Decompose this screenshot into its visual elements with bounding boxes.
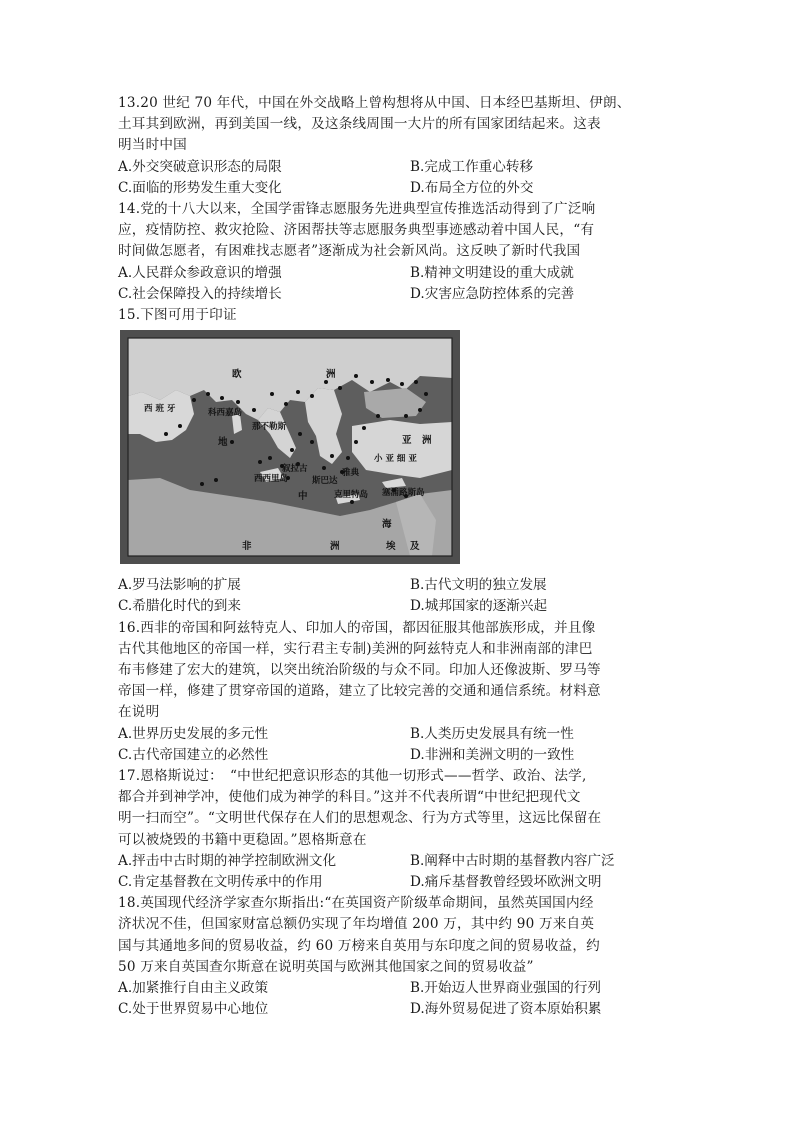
stem-line: 古代其他地区的帝国一样，实行君主专制)美洲的阿兹特克人和非洲南部的津巴 [118,640,593,657]
stem-line: 布韦修建了宏大的建筑，以突出统治阶级的与众不同。印加人还像波斯、罗马等 [118,662,601,679]
option-a[interactable]: A.世界历史发展的多元性 [118,725,269,742]
map-label-mediterranean: 中 [298,491,308,503]
question-13 [118,93,688,199]
option-b[interactable]: B.完成工作重心转移 [410,158,534,175]
option-c[interactable]: C.面临的形势发生重大变化 [118,179,282,196]
option-a[interactable]: A.外交突破意识形态的局限 [118,158,282,175]
map-label-syracuse: 叙拉古 [282,464,308,475]
stem-line: 18.英国现代经济学家查尔斯指出:“在英国资产阶级革命期间，虽然英国国内经 [118,895,594,912]
option-c[interactable]: C.希腊化时代的到来 [118,598,241,615]
map-label-egypt: 埃 [386,541,396,553]
map-label-corsica: 科西嘉岛 [208,408,243,419]
map-label-egypt: 及 [410,541,420,553]
map-label-sicily: 西西里岛 [254,474,289,485]
stem-line: 应，疫情防控、救灾抢险、济困帮扶等志愿服务典型事迹感动着中国人民，“有 [118,222,595,239]
option-d[interactable]: D.灾害应急防控体系的完善 [410,285,575,302]
option-a[interactable]: A.加紧推行自由主义政策 [118,980,269,997]
map-label-asia-minor: 小 亚 细 亚 [374,454,417,465]
stem-line: 土耳其到欧洲，再到美国一线，及这条线周围一大片的所有国家团结起来。这表 [118,116,601,133]
stem-line: 济状况不佳，但国家财富总额仍实现了年均增值 200 万，其中约 90 万来自英 [118,916,595,933]
mediterranean-map [120,330,460,564]
option-c[interactable]: C.处于世界贸易中心地位 [118,1001,269,1018]
exam-page [118,93,688,1021]
map-label-asia: 洲 [422,435,432,447]
question-14-options [118,263,688,305]
option-d[interactable]: D.布局全方位的外交 [410,179,534,196]
map-label-cyprus: 塞浦路斯岛 [382,488,425,499]
option-a[interactable]: A.罗马法影响的扩展 [118,577,241,594]
stem-line: 时间做怎愿者，有困难找志愿者”逐渐成为社会新风尚。这反映了新时代我国 [118,243,581,260]
option-d[interactable]: D.城邦国家的逐渐兴起 [410,598,548,615]
question-14-stem [118,199,688,263]
option-a[interactable]: A.人民群众参政意识的增强 [118,264,282,281]
map-label-africa: 洲 [330,541,340,553]
option-b[interactable]: B.开始迈人世界商业强国的行列 [410,980,602,997]
option-d[interactable]: D.非洲和美洲文明的一致性 [410,746,575,763]
option-c[interactable]: C.肯定基督教在文明传承中的作用 [118,874,323,891]
question-16-options [118,724,688,766]
question-15-stem [118,305,688,326]
stem-line: 帝国一样，修建了贯穿帝国的道路，建立了比较完善的交通和通信系统。材料意 [118,683,601,700]
stem-line: 17.恩格斯说过： “中世纪把意识形态的其他一切形式——哲学、政治、法学, [118,768,587,785]
map-label-mediterranean: 地 [218,437,228,449]
option-c[interactable]: C.社会保障投入的持续增长 [118,285,282,302]
map-label-europe: 欧 [232,369,242,381]
option-d[interactable]: D.海外贸易促进了资本原始积累 [410,1001,602,1018]
map-label-naples: 那不勒斯 [252,422,287,433]
question-18-options [118,978,688,1020]
option-a[interactable]: A.抨击中古时期的神学控制欧洲文化 [118,852,337,869]
stem-line: 都合并到神学冲，使他们成为神学的科目。”这并不代表所谓“中世纪把现代文 [118,789,581,806]
stem-line: 50 万来自英国查尔斯意在说明英国与欧洲其他国家之间的贸易收益” [118,958,534,975]
option-c[interactable]: C.古代帝国建立的必然性 [118,746,269,763]
question-18 [118,893,688,1020]
question-17-options [118,851,688,893]
question-16-stem [118,618,688,724]
stem-line: 明当时中国 [118,137,187,154]
option-b[interactable]: B.古代文明的独立发展 [410,577,547,594]
map-label-spain: 西 班 牙 [144,404,176,415]
question-13-stem [118,93,688,157]
option-b[interactable]: B.精神文明建设的重大成就 [410,264,574,281]
map-label-asia: 亚 [402,435,412,447]
map-label-africa: 非 [242,541,252,553]
question-13-options [118,157,688,199]
question-14 [118,199,688,305]
stem-line: 15.下图可用于印证 [118,307,237,324]
question-15-options [118,575,688,617]
stem-line: 明一扫而空”。“文明世代保存在人们的思想观念、行为方式等里，这远比保留在 [118,810,602,827]
map-label-sparta: 斯巴达 [312,476,338,487]
question-17-stem [118,766,688,851]
map-graphic [120,330,460,564]
option-b[interactable]: B.人类历史发展具有统一性 [410,725,574,742]
question-15 [118,305,688,618]
stem-line: 14.党的十八大以来，全国学雷锋志愿服务先进典型宣传推选活动得到了广泛响 [118,201,596,218]
stem-line: 在说明 [118,704,160,721]
map-label-athens: 雅典 [342,468,360,479]
question-18-stem [118,893,688,978]
option-b[interactable]: B.阐释中古时期的基督教内容广泛 [410,852,615,869]
stem-line: 16.西非的帝国和阿兹特克人、印加人的帝国，都因征服其他部族形成，并且像 [118,619,596,636]
question-16 [118,618,688,766]
option-d[interactable]: D.痛斥基督教曾经毁坏欧洲文明 [410,874,602,891]
stem-line: 国与其通地多间的贸易收益，约 60 万榜来自英用与东印度之间的贸易收益，约 [118,937,600,954]
map-label-europe: 洲 [326,369,336,381]
map-label-mediterranean: 海 [382,519,392,531]
stem-line: 可以被烧毁的书籍中更稳固。”恩格斯意在 [118,831,367,848]
question-17 [118,766,688,893]
map-label-crete: 克里特岛 [334,490,369,501]
stem-line: 13.20 世纪 70 年代，中国在外交战略上曾构想将从中国、日本经巴基斯坦、伊朗、 [118,95,631,111]
